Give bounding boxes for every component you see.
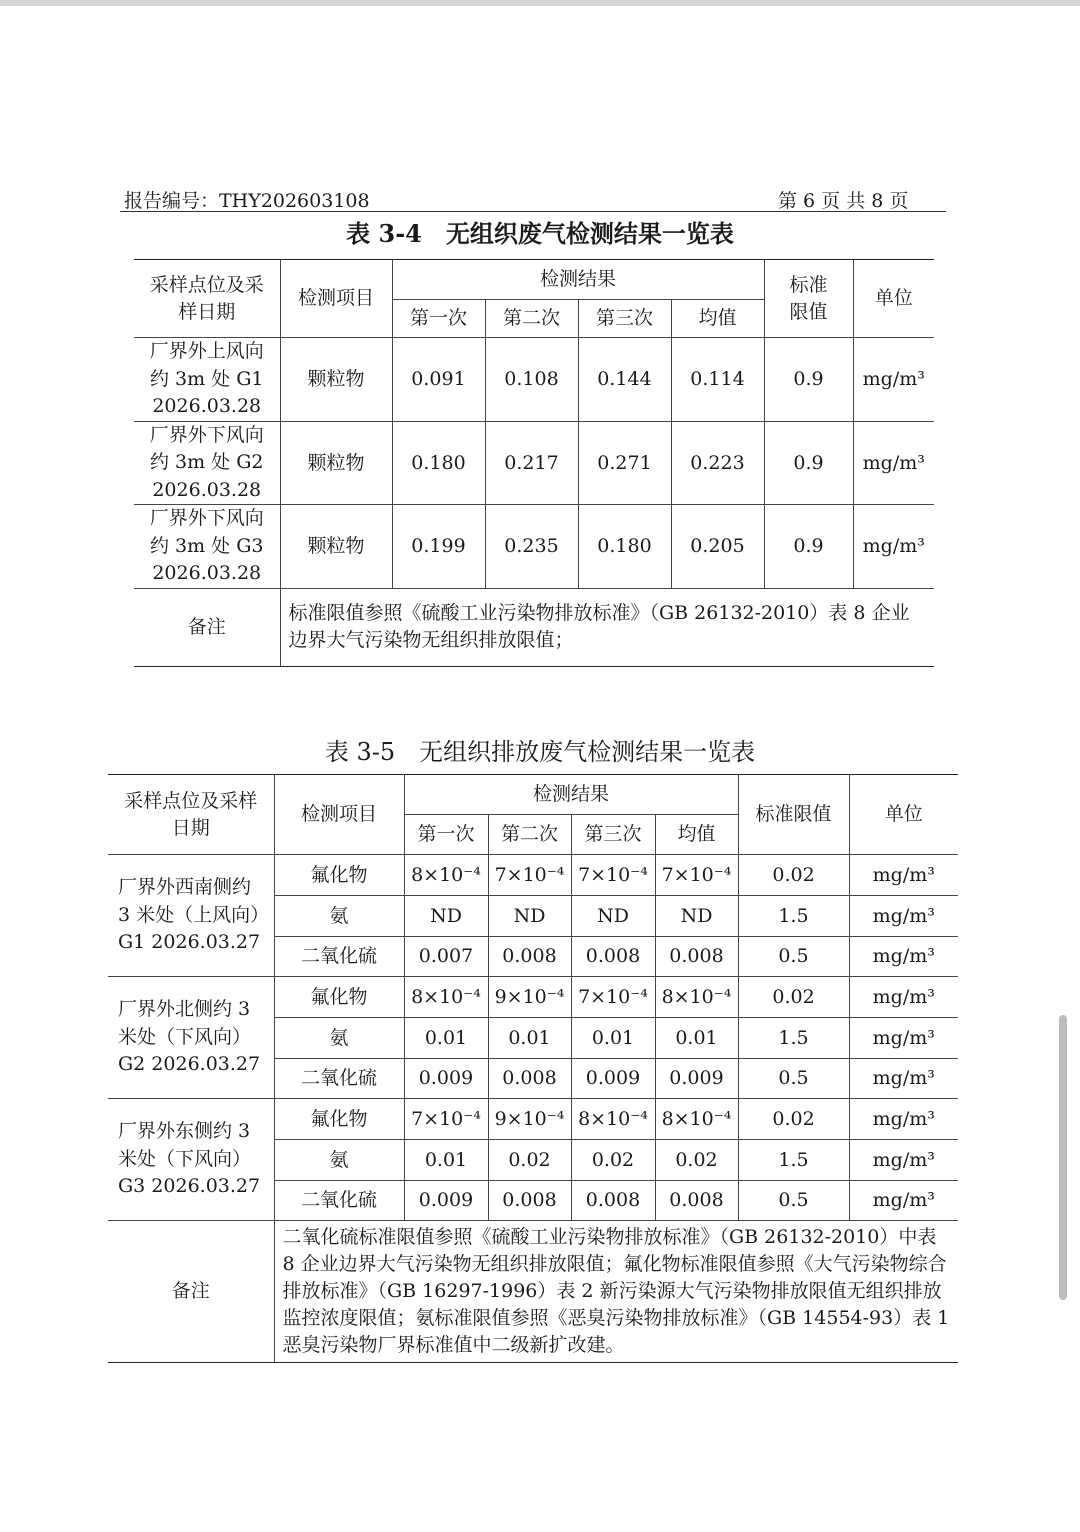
site-line: 厂界外北侧约 3	[118, 998, 251, 1021]
header-site-line: 日期	[171, 816, 210, 839]
unit-cell: mg/m³	[849, 937, 958, 977]
value-cell: 0.180	[392, 421, 485, 505]
item-cell: 颗粒物	[280, 421, 392, 505]
mean-cell: 0.008	[655, 937, 738, 977]
header-limit	[764, 260, 853, 338]
table-row	[108, 855, 958, 896]
site-line: 米处（下风向）	[118, 1025, 252, 1048]
site-cell	[108, 977, 274, 1099]
limit-cell: 0.5	[738, 937, 849, 977]
table-row	[134, 505, 934, 589]
value-cell: 0.01	[571, 1018, 655, 1059]
value-cell: 7×10⁻⁴	[488, 855, 571, 896]
mean-cell: 8×10⁻⁴	[655, 977, 738, 1018]
header-site	[134, 260, 280, 338]
value-cell: 9×10⁻⁴	[488, 1099, 571, 1140]
limit-cell: 0.02	[738, 855, 849, 896]
mean-cell: 7×10⁻⁴	[655, 855, 738, 896]
mean-cell: 8×10⁻⁴	[655, 1099, 738, 1140]
item-cell: 氟化物	[274, 1099, 404, 1140]
page-indicator: 第 6 页 共 8 页	[778, 190, 909, 212]
header-limit-line: 限值	[789, 300, 828, 323]
header-second: 第二次	[485, 300, 578, 338]
value-cell: 0.271	[578, 421, 671, 505]
header-first: 第一次	[404, 815, 488, 855]
site-cell	[134, 421, 280, 505]
item-cell: 颗粒物	[280, 338, 392, 422]
value-cell: 0.009	[404, 1059, 488, 1099]
value-cell: 0.091	[392, 338, 485, 422]
header-limit-line: 标准	[789, 273, 828, 296]
unit-cell: mg/m³	[849, 1018, 958, 1059]
site-line: G1 2026.03.27	[118, 931, 261, 954]
value-cell: ND	[488, 896, 571, 937]
note-text: 标准限值参照《硫酸工业污染物排放标准》（GB 26132-2010）表 8 企业边界大气污染物无组织排放限值；	[280, 588, 934, 666]
mean-cell: 0.008	[655, 1181, 738, 1221]
value-cell: 0.01	[404, 1018, 488, 1059]
item-cell: 二氧化硫	[274, 1181, 404, 1221]
header-limit: 标准限值	[738, 775, 849, 855]
value-cell: 0.008	[571, 937, 655, 977]
mean-cell: 0.009	[655, 1059, 738, 1099]
limit-cell: 0.5	[738, 1059, 849, 1099]
header-third: 第三次	[571, 815, 655, 855]
value-cell: 8×10⁻⁴	[404, 855, 488, 896]
unit-cell: mg/m³	[849, 896, 958, 937]
site-line: 3 米处（上风向）	[118, 903, 270, 926]
item-cell: 氟化物	[274, 977, 404, 1018]
header-item: 检测项目	[274, 775, 404, 855]
note-row	[108, 1221, 958, 1363]
site-line: G3 2026.03.27	[118, 1175, 261, 1198]
site-cell	[134, 338, 280, 422]
table-3-4	[134, 259, 934, 667]
item-cell: 二氧化硫	[274, 1059, 404, 1099]
table-row	[134, 338, 934, 422]
value-cell: 0.007	[404, 937, 488, 977]
table-3-5-caption-number: 表 3-5	[324, 738, 396, 766]
unit-cell: mg/m³	[849, 1059, 958, 1099]
value-cell: 0.144	[578, 338, 671, 422]
site-line: 米处（下风向）	[118, 1147, 252, 1170]
table-3-5	[108, 774, 958, 1363]
note-label: 备注	[108, 1221, 274, 1363]
table-row	[108, 977, 958, 1018]
limit-cell: 0.02	[738, 1099, 849, 1140]
site-line: 厂界外下风向	[149, 423, 264, 446]
header-site-line: 采样点位及采样	[124, 789, 258, 812]
item-cell: 氨	[274, 1018, 404, 1059]
header-result: 检测结果	[392, 260, 764, 300]
value-cell: 9×10⁻⁴	[488, 977, 571, 1018]
value-cell: 0.235	[485, 505, 578, 589]
header-first: 第一次	[392, 300, 485, 338]
limit-cell: 0.9	[764, 421, 853, 505]
value-cell: 0.108	[485, 338, 578, 422]
site-line: 约 3m 处 G3	[150, 534, 264, 557]
value-cell: 0.217	[485, 421, 578, 505]
value-cell: 0.199	[392, 505, 485, 589]
site-cell	[134, 505, 280, 589]
table-row	[134, 421, 934, 505]
limit-cell: 1.5	[738, 1140, 849, 1181]
mean-cell: 0.223	[671, 421, 764, 505]
value-cell: 0.01	[404, 1140, 488, 1181]
site-line: 厂界外东侧约 3	[118, 1120, 251, 1143]
item-cell: 氨	[274, 896, 404, 937]
mean-cell: 0.114	[671, 338, 764, 422]
header-mean: 均值	[671, 300, 764, 338]
note-label: 备注	[134, 588, 280, 666]
value-cell: 0.180	[578, 505, 671, 589]
header-site-line: 样日期	[178, 300, 236, 323]
value-cell: 0.008	[571, 1181, 655, 1221]
item-cell: 氨	[274, 1140, 404, 1181]
mean-cell: 0.205	[671, 505, 764, 589]
unit-cell: mg/m³	[849, 977, 958, 1018]
limit-cell: 0.9	[764, 338, 853, 422]
value-cell: 0.02	[571, 1140, 655, 1181]
site-line: 2026.03.28	[152, 395, 262, 418]
header-item: 检测项目	[280, 260, 392, 338]
limit-cell: 1.5	[738, 896, 849, 937]
value-cell: 0.009	[571, 1059, 655, 1099]
site-line: 厂界外上风向	[149, 340, 264, 362]
site-line: 约 3m 处 G2	[150, 451, 264, 474]
value-cell: 0.008	[488, 1059, 571, 1099]
value-cell: 0.009	[404, 1181, 488, 1221]
site-line: 厂界外西南侧约	[118, 876, 252, 899]
limit-cell: 0.9	[764, 505, 853, 589]
site-cell	[108, 855, 274, 977]
item-cell: 二氧化硫	[274, 937, 404, 977]
value-cell: ND	[404, 896, 488, 937]
header-site-line: 采样点位及采	[149, 273, 264, 296]
value-cell: 8×10⁻⁴	[404, 977, 488, 1018]
table-3-4-title: 表 3-4 无组织废气检测结果一览表	[346, 219, 734, 248]
unit-cell: mg/m³	[853, 421, 934, 505]
top-bar	[0, 0, 1080, 6]
limit-cell: 1.5	[738, 1018, 849, 1059]
table-3-5-caption-text: 无组织排放废气检测结果一览表	[419, 738, 756, 766]
scrollbar-thumb[interactable]	[1059, 1015, 1067, 1300]
unit-cell: mg/m³	[849, 1181, 958, 1221]
unit-cell: mg/m³	[853, 338, 934, 422]
header-unit: 单位	[849, 775, 958, 855]
unit-cell: mg/m³	[849, 1099, 958, 1140]
site-line: 2026.03.28	[152, 562, 262, 585]
table-header-row	[108, 775, 958, 815]
table-row	[108, 1099, 958, 1140]
table-3-5-title	[0, 732, 1080, 767]
item-cell: 氟化物	[274, 855, 404, 896]
item-cell: 颗粒物	[280, 505, 392, 589]
header-result: 检测结果	[404, 775, 738, 815]
value-cell: 7×10⁻⁴	[571, 855, 655, 896]
note-row	[134, 588, 934, 666]
header-site	[108, 775, 274, 855]
header-third: 第三次	[578, 300, 671, 338]
value-cell: 0.008	[488, 937, 571, 977]
site-line: G2 2026.03.27	[118, 1053, 261, 1076]
unit-cell: mg/m³	[849, 855, 958, 896]
unit-cell: mg/m³	[853, 505, 934, 589]
header-unit: 单位	[853, 260, 934, 338]
value-cell: 7×10⁻⁴	[571, 977, 655, 1018]
site-line: 2026.03.28	[152, 478, 262, 501]
value-cell: 0.02	[488, 1140, 571, 1181]
mean-cell: 0.02	[655, 1140, 738, 1181]
site-line: 厂界外下风向	[149, 507, 264, 530]
site-cell	[108, 1099, 274, 1221]
report-number: 报告编号：THY202603108	[124, 190, 370, 212]
value-cell: 8×10⁻⁴	[571, 1099, 655, 1140]
limit-cell: 0.5	[738, 1181, 849, 1221]
mean-cell: ND	[655, 896, 738, 937]
value-cell: 7×10⁻⁴	[404, 1099, 488, 1140]
header-mean: 均值	[655, 815, 738, 855]
site-line: 约 3m 处 G1	[150, 367, 264, 390]
header-divider	[120, 211, 946, 212]
header-second: 第二次	[488, 815, 571, 855]
value-cell: 0.008	[488, 1181, 571, 1221]
limit-cell: 0.02	[738, 977, 849, 1018]
table-header-row	[134, 260, 934, 300]
value-cell: ND	[571, 896, 655, 937]
mean-cell: 0.01	[655, 1018, 738, 1059]
value-cell: 0.01	[488, 1018, 571, 1059]
note-text: 二氧化硫标准限值参照《硫酸工业污染物排放标准》（GB 26132-2010）中表 8 企业边界大气污染物无组织排放限值；氟化物标准限值参照《大气污染物综合排放标准》（GB 16297-1996）表 2 新污染源大气污染物排放限值无组织排放监控浓度限值；氨标准限值参照《恶臭污染物排放标准》（GB 14554-93）表 1 恶臭污染物厂界标准值中二级新扩改建。	[274, 1221, 958, 1363]
unit-cell: mg/m³	[849, 1140, 958, 1181]
